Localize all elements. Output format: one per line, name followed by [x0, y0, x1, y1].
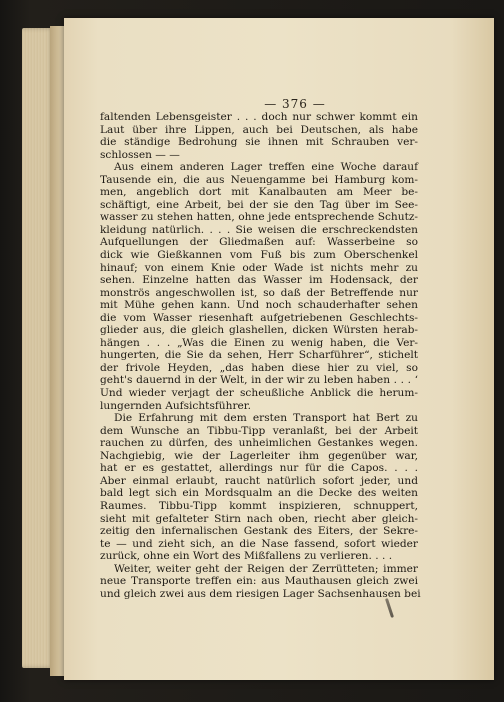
text-line: Aus einem anderen Lager treffen eine Woche darauf	[114, 161, 418, 174]
text-line: Weiter, weiter geht der Reigen der Zerrütteten; immer	[114, 562, 418, 575]
text-line: men, angeblich dort mit Kanalbauten am Meer be-	[100, 186, 418, 199]
text-line: die ständige Bedrohung sie ihnen mit Schrauben ver-	[100, 136, 418, 149]
text-line: faltenden Lebensgeister . . . doch nur schwer kommt ein	[100, 111, 418, 123]
text-line: Nachgiebig, wie der Lagerleiter ihm gegenüber war,	[100, 449, 418, 462]
text-line: hungerten, die Sie da sehen, Herr Scharführer“, stichelt	[100, 349, 418, 362]
text-line: dick wie Gießkannen vom Fuß bis zum Oberschenkel	[100, 249, 418, 262]
text-line: geht's dauernd in der Welt, in der wir zu leben haben . . . ‘	[100, 374, 418, 387]
text-line: Aufquellungen der Gliedmaßen auf: Wasserbeine so	[100, 236, 418, 249]
text-line: Laut über ihre Lippen, auch bei Deutschen, als habe	[100, 123, 418, 136]
text-line: zurück, ohne ein Wort des Mißfallens zu verlieren. . . .	[100, 550, 393, 563]
text-line: Raumes. Tibbu-Tipp kommt inspizieren, schnuppert,	[100, 499, 418, 512]
text-line: und gleich zwei aus dem riesigen Lager Sachsenhausen bei	[100, 587, 421, 600]
text-line: mit Mühe gehen kann. Und noch schauderhafter sehen	[100, 299, 418, 312]
text-line: Die Erfahrung mit dem ersten Transport hat Bert zu	[114, 412, 418, 425]
text-line: die vom Wasser riesenhaft aufgetriebenen Geschlechts-	[100, 311, 418, 324]
text-line: kleidung natürlich. . . . Sie weisen die erschreckendsten	[100, 223, 418, 236]
text-line: zeitig den infernalischen Gestank des Eiters, der Sekre-	[100, 525, 418, 538]
text-line: glieder aus, die gleich glashellen, dicken Würsten herab-	[100, 324, 418, 337]
text-line: schlossen — —	[100, 148, 180, 161]
text-line: hinauf; von einem Knie oder Wade ist nichts mehr zu	[100, 261, 418, 274]
text-line: der frivole Heyden, „das haben diese hier zu viel, so	[100, 361, 418, 374]
text-line: dem Wunsche an Tibbu-Tipp veranlaßt, bei der Arbeit	[100, 424, 418, 437]
body-text	[100, 111, 421, 600]
text-line: Und wieder verjagt der scheußliche Anblick die herum-	[100, 387, 418, 400]
text-line: hängen . . . „Was die Einen zu wenig haben, die Ver-	[100, 336, 418, 349]
text-line: sehen. Einzelne hatten das Wasser im Hodensack, der	[100, 274, 418, 287]
text-line: bald legt sich ein Mordsqualm an die Decke des weiten	[100, 487, 418, 500]
text-line: te — und zieht sich, an die Nase fassend, sofort wieder	[100, 537, 418, 550]
page-number: — 376 —	[264, 97, 326, 111]
text-line: wasser zu stehen hatten, ohne jede entsprechende Schutz-	[100, 211, 418, 224]
text-line: Tausende ein, die aus Neuengamme bei Hamburg kom-	[100, 173, 418, 186]
text-line: neue Transporte treffen ein: aus Mauthausen gleich zwei	[100, 575, 418, 588]
text-line: monströs angeschwollen ist, so daß der Betreffende nur	[100, 286, 418, 299]
text-line: sieht mit gefalteter Stirn nach oben, riecht aber gleich-	[100, 512, 418, 525]
text-line: Aber einmal erlaubt, raucht natürlich sofort jeder, und	[100, 474, 418, 487]
text-line: rauchen zu dürfen, des unheimlichen Gestankes wegen.	[100, 437, 418, 450]
text-line: hat er es gestattet, allerdings nur für die Capos. . . .	[100, 462, 418, 475]
text-line: schäftigt, eine Arbeit, bei der sie den Tag über im See-	[100, 198, 418, 211]
text-line: lungernden Aufsichtsführer.	[100, 399, 252, 412]
